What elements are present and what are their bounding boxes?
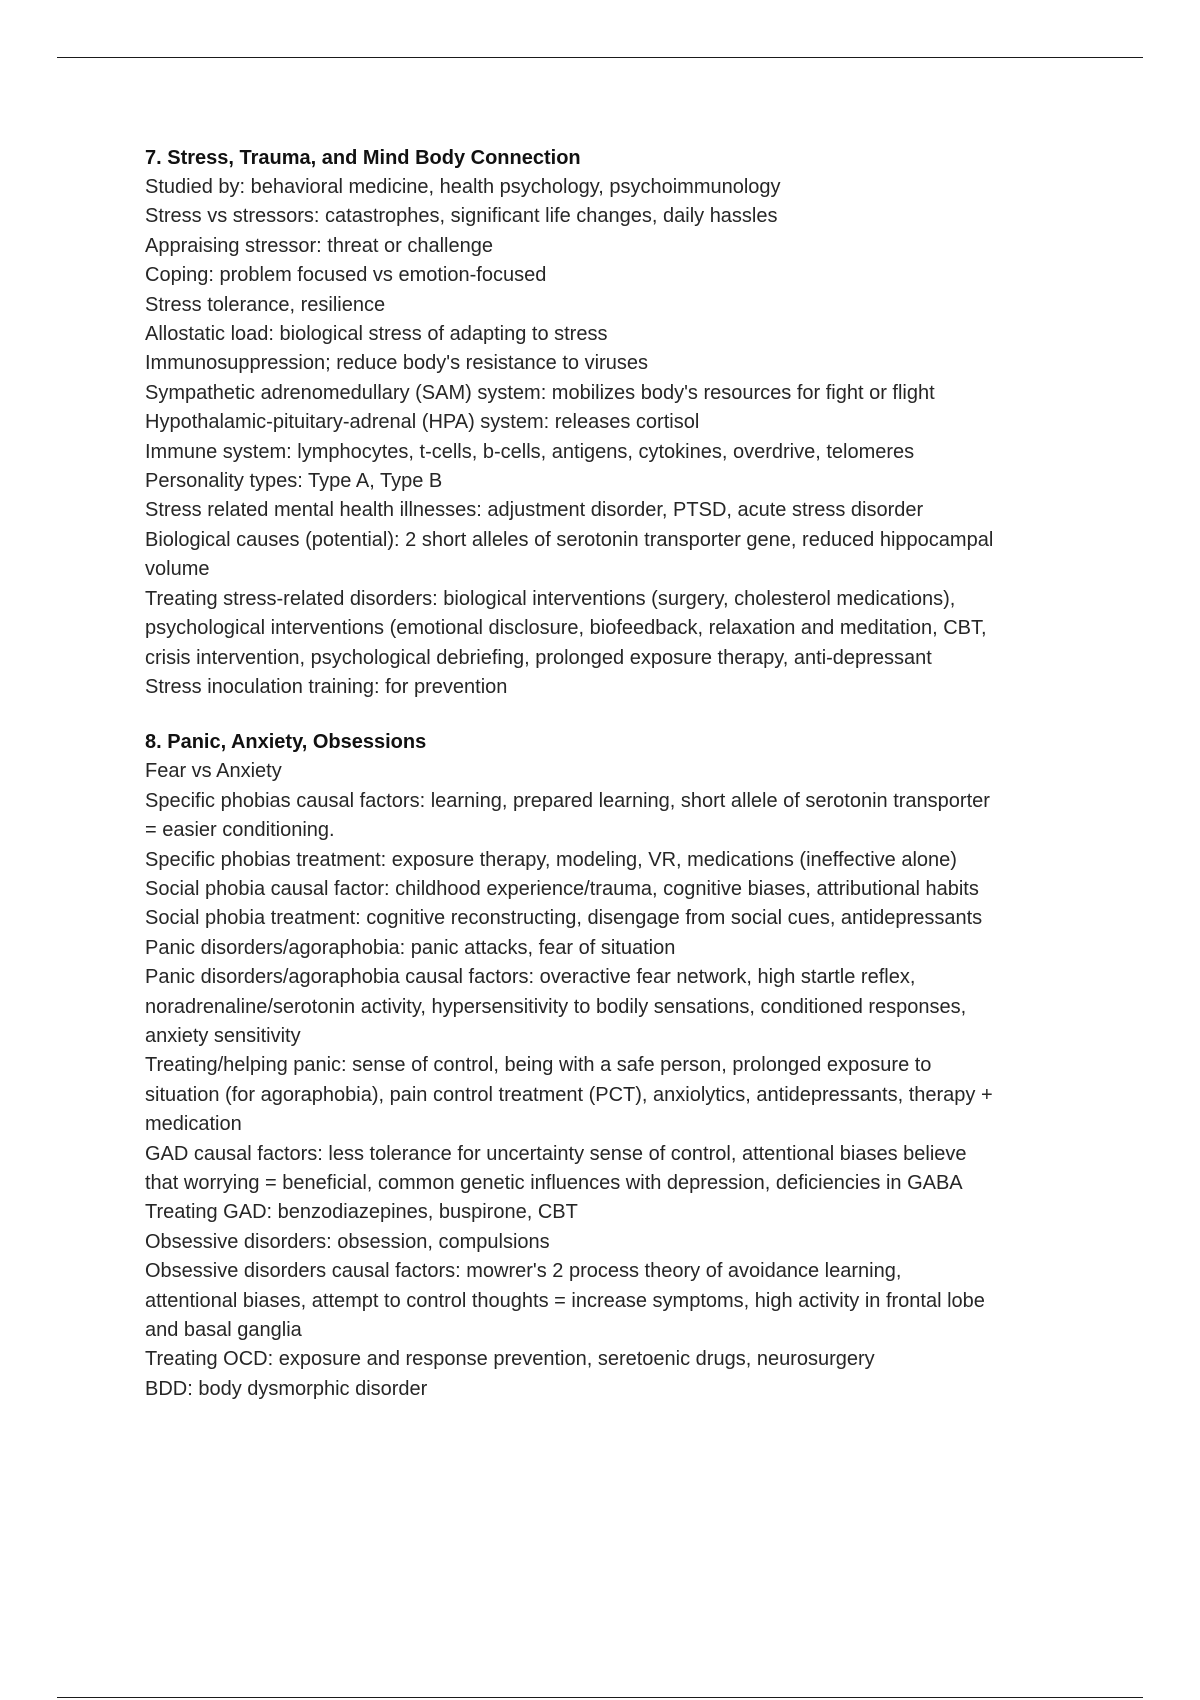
text-line: Treating OCD: exposure and response prevention, seretoenic drugs, neurosurgery xyxy=(145,1348,875,1371)
text-line: medication xyxy=(145,1113,242,1136)
top-divider xyxy=(57,57,1143,58)
text-line: situation (for agoraphobia), pain control treatment (PCT), anxiolytics, antidepressants, therapy + xyxy=(145,1083,993,1106)
text-line: Stress vs stressors: catastrophes, significant life changes, daily hassles xyxy=(145,205,778,228)
text-line: Immune system: lymphocytes, t-cells, b-cells, antigens, cytokines, overdrive, telomeres xyxy=(145,440,915,463)
section-heading: 8. Panic, Anxiety, Obsessions xyxy=(145,731,427,754)
text-line: Hypothalamic-pituitary-adrenal (HPA) system: releases cortisol xyxy=(145,411,700,434)
text-line: Stress inoculation training: for prevention xyxy=(145,675,508,698)
text-line: and basal ganglia xyxy=(145,1319,302,1342)
text-line: that worrying = beneficial, common genetic influences with depression, deficiencies in GABA xyxy=(145,1172,963,1194)
text-line: Biological causes (potential): 2 short alleles of serotonin transporter gene, reduced hippocampal xyxy=(145,528,994,551)
text-line: Stress related mental health illnesses: adjustment disorder, PTSD, acute stress disorder xyxy=(145,499,924,522)
text-line: Allostatic load: biological stress of adapting to stress xyxy=(145,323,608,346)
text-line: anxiety sensitivity xyxy=(145,1024,301,1047)
text-line: Appraising stressor: threat or challenge xyxy=(145,234,493,257)
text-line: Stress tolerance, resilience xyxy=(145,293,386,316)
text-line: Fear vs Anxiety xyxy=(145,760,282,783)
section-panic-anxiety xyxy=(145,727,1095,1404)
text-line: crisis intervention, psychological debriefing, prolonged exposure therapy, anti-depressant xyxy=(145,646,932,669)
text-line: Panic disorders/agoraphobia: panic attacks, fear of situation xyxy=(145,936,676,959)
text-line: Social phobia treatment: cognitive reconstructing, disengage from social cues, antidepressants xyxy=(145,907,983,930)
text-line: Specific phobias treatment: exposure therapy, modeling, VR, medications (ineffective alone) xyxy=(145,848,957,871)
text-line: = easier conditioning. xyxy=(145,819,335,842)
text-line: volume xyxy=(145,558,210,581)
section-lines xyxy=(145,173,1095,702)
section-stress-trauma xyxy=(145,143,1095,702)
text-line: Panic disorders/agoraphobia causal factors: overactive fear network, high startle reflex, xyxy=(145,966,916,989)
text-line: psychological interventions (emotional disclosure, biofeedback, relaxation and meditation, CBT, xyxy=(145,617,987,640)
text-line: Treating GAD: benzodiazepines, buspirone, CBT xyxy=(145,1201,578,1224)
section-lines xyxy=(145,757,1095,1404)
text-line: GAD causal factors: less tolerance for uncertainty sense of control, attentional biases believe xyxy=(145,1142,967,1165)
text-line: Sympathetic adrenomedullary (SAM) system: mobilizes body's resources for fight or flight xyxy=(145,381,935,404)
text-line: Social phobia causal factor: childhood experience/trauma, cognitive biases, attributional habits xyxy=(145,877,979,900)
text-line: Personality types: Type A, Type B xyxy=(145,470,443,493)
text-line: BDD: body dysmorphic disorder xyxy=(145,1377,428,1400)
text-line: Treating stress-related disorders: biological interventions (surgery, cholesterol medications), xyxy=(145,587,956,610)
document-body xyxy=(145,143,1095,1404)
bottom-divider xyxy=(57,1697,1143,1698)
text-line: Studied by: behavioral medicine, health psychology, psychoimmunology xyxy=(145,176,781,198)
text-line: Treating/helping panic: sense of control, being with a safe person, prolonged exposure to xyxy=(145,1054,932,1077)
section-heading: 7. Stress, Trauma, and Mind Body Connection xyxy=(145,147,581,169)
text-line: attentional biases, attempt to control thoughts = increase symptoms, high activity in frontal lobe xyxy=(145,1289,985,1312)
text-line: Obsessive disorders causal factors: mowrer's 2 process theory of avoidance learning, xyxy=(145,1260,902,1283)
text-line: Specific phobias causal factors: learning, prepared learning, short allele of serotonin transporter xyxy=(145,789,990,812)
text-line: Obsessive disorders: obsession, compulsions xyxy=(145,1230,550,1253)
text-line: Immunosuppression; reduce body's resistance to viruses xyxy=(145,352,648,375)
text-line: noradrenaline/serotonin activity, hypersensitivity to bodily sensations, conditioned responses, xyxy=(145,995,967,1018)
text-line: Coping: problem focused vs emotion-focused xyxy=(145,264,547,287)
